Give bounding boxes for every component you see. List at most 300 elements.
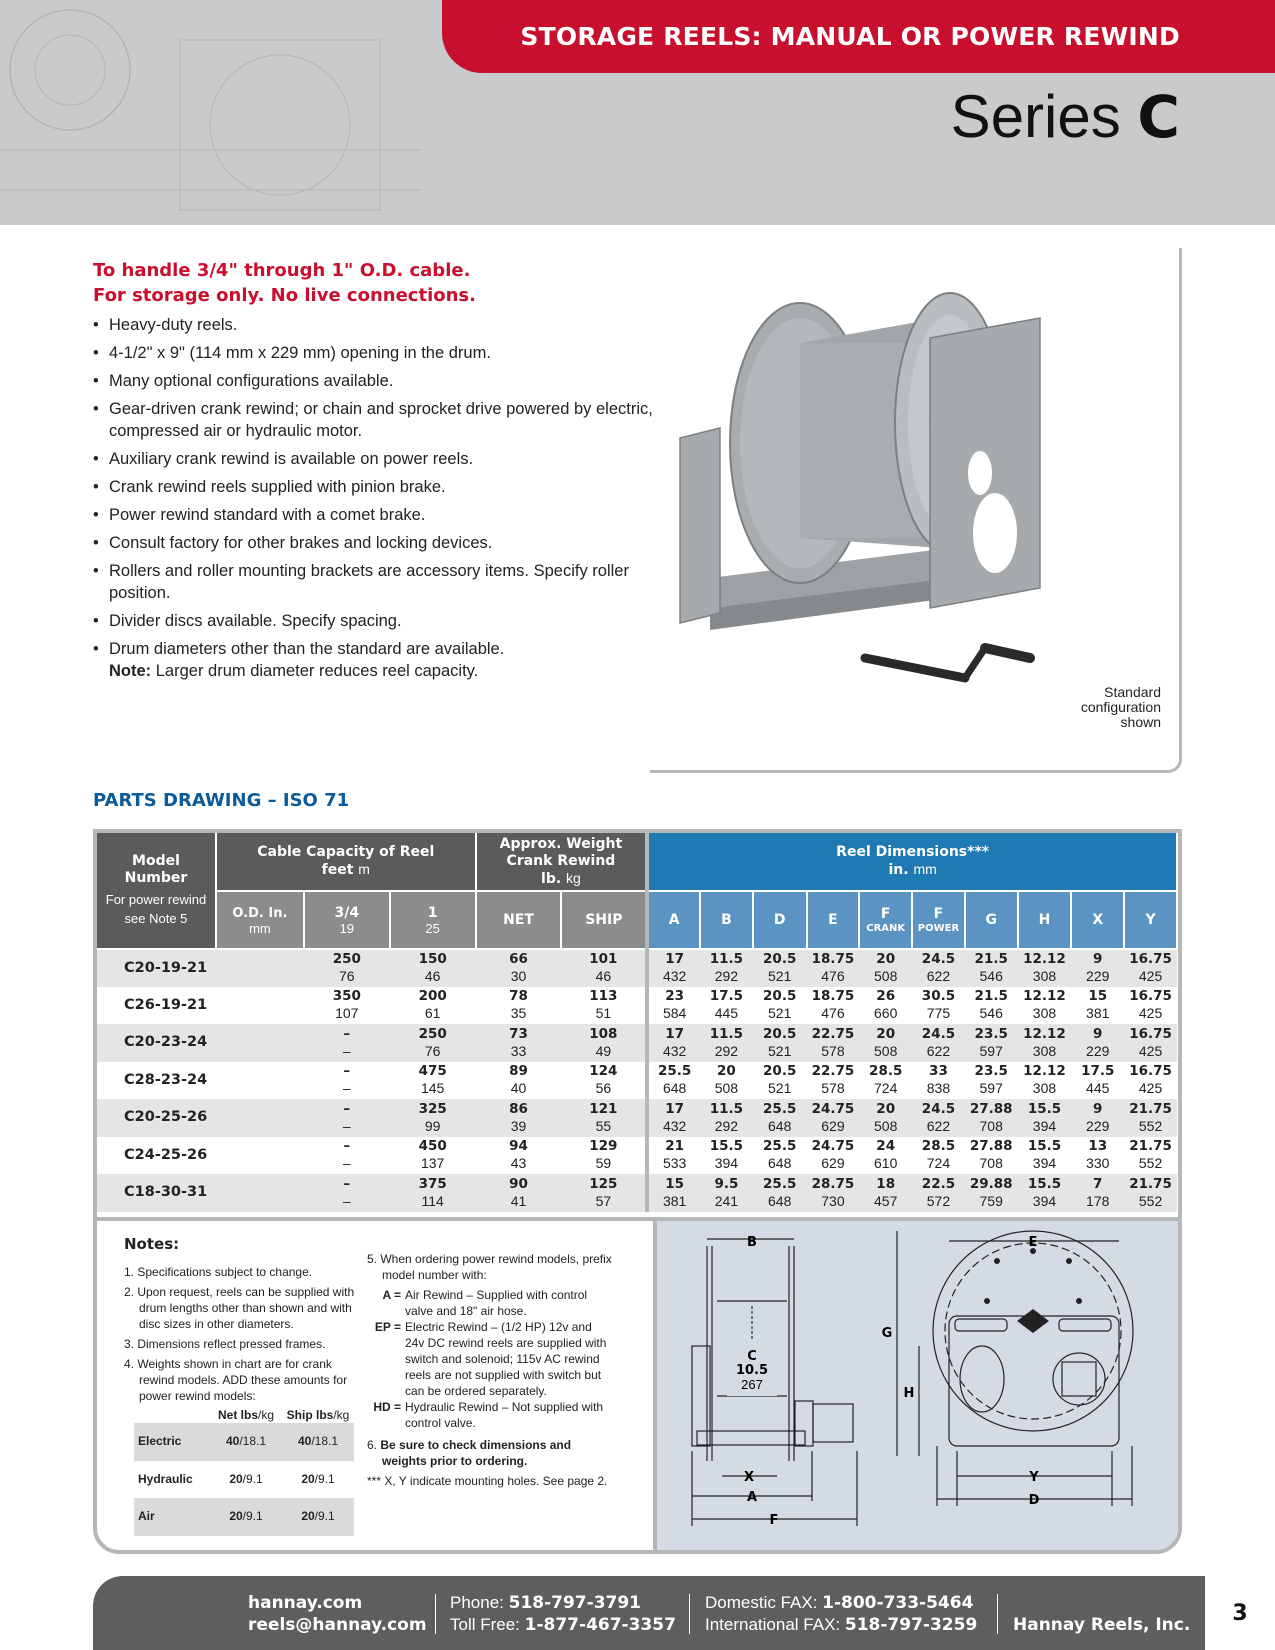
value-in: 20 <box>876 951 896 968</box>
product-photo-frame <box>650 248 1182 773</box>
header-text: 3/4 <box>334 904 360 921</box>
cell-cap1 <box>390 1137 476 1175</box>
photo-caption <box>1081 685 1161 730</box>
value-metric: 476 <box>821 968 845 985</box>
headline-line-1: To handle 3/4" through 1" O.D. cable. <box>93 260 471 281</box>
header-text: Crank Rewind <box>506 852 616 869</box>
value-metric: 381 <box>1086 1005 1110 1022</box>
value-in: – <box>343 1175 351 1192</box>
value-in: 15.5 <box>1027 1138 1062 1155</box>
value-metric: 622 <box>926 1042 951 1059</box>
value-in: 21.5 <box>974 988 1008 1005</box>
value-in: 121 <box>589 1100 618 1117</box>
value-metric: 76 <box>339 968 355 985</box>
value-in: 12.12 <box>1023 951 1066 968</box>
note-item: 3. Dimensions reflect pressed frames. <box>124 1337 326 1351</box>
cell-g <box>965 987 1018 1025</box>
value-in: 16.75 <box>1129 1025 1172 1042</box>
value-metric: 572 <box>926 1192 951 1209</box>
header-subtext <box>97 890 215 928</box>
value-bold: 40 <box>225 1434 240 1449</box>
dim-label-h: H <box>903 1386 915 1401</box>
cell-y <box>1124 1062 1177 1100</box>
cell-fc <box>859 1174 912 1212</box>
model-number-header <box>97 833 216 949</box>
cell-a <box>647 1174 700 1212</box>
cell-a <box>647 1062 700 1100</box>
prefix-key: EP = <box>374 1320 401 1334</box>
value-in: 25.5 <box>763 1138 797 1155</box>
value-in: 25.5 <box>763 1100 797 1117</box>
cell-net <box>476 1024 562 1062</box>
value-in: 9 <box>1093 1100 1103 1117</box>
cell-y <box>1124 1024 1177 1062</box>
model-number: C24-25-26 <box>124 1146 208 1163</box>
value-in: 15.5 <box>1027 1175 1062 1192</box>
cell-x <box>1071 1137 1124 1175</box>
value-in: 86 <box>509 1100 528 1117</box>
cell-ship <box>561 1062 647 1100</box>
value-metric: 292 <box>714 1042 739 1059</box>
value-metric: 552 <box>1138 1192 1163 1209</box>
header-unit: m <box>358 861 370 877</box>
cell-g <box>965 1062 1018 1100</box>
value-metric: 59 <box>595 1155 612 1172</box>
value-in: 16.75 <box>1129 988 1172 1005</box>
value-in: 9.5 <box>714 1175 739 1192</box>
note-item: 4. Weights shown in chart are for crank rewind models. ADD these amounts for power rewind models: <box>124 1357 348 1403</box>
table-row <box>97 1174 1177 1212</box>
cell-g <box>965 1099 1018 1137</box>
note-item <box>367 1437 612 1469</box>
cell-b <box>700 1137 753 1175</box>
value-in: 30.5 <box>921 988 956 1005</box>
dim-x-header: X <box>1071 891 1124 949</box>
cell-y <box>1124 1137 1177 1175</box>
value-metric: 229 <box>1086 968 1110 985</box>
weight-net-header <box>210 1408 282 1423</box>
header-banner <box>442 0 1275 73</box>
value-metric: 508 <box>874 1117 898 1134</box>
cell-e <box>807 1174 860 1212</box>
value-metric: 533 <box>662 1155 687 1172</box>
prefix-value: Electric Rewind – (1/2 HP) 12v and 24v DC rewind reels are supplied with switch and solenoid; 115v AC rewind reels are not supplied with switch but can be ordered separately. <box>405 1320 607 1398</box>
ifax-number: 518-797-3259 <box>844 1615 978 1635</box>
value-metric: 730 <box>821 1192 845 1209</box>
footer-web <box>248 1592 427 1636</box>
cell-h <box>1018 1174 1072 1212</box>
page-number: 3 <box>1205 1576 1275 1650</box>
cell-ship <box>561 987 647 1025</box>
value-in: 28.75 <box>811 1175 855 1192</box>
cell-ship <box>561 1174 647 1212</box>
value-metric: 648 <box>662 1080 687 1097</box>
cell-cap1 <box>390 1062 476 1100</box>
note-number: 6. <box>367 1438 378 1452</box>
value-metric: 137 <box>420 1155 445 1172</box>
value-metric: 724 <box>926 1155 951 1172</box>
value-in: 12.12 <box>1023 1063 1066 1080</box>
value-metric: 629 <box>821 1117 845 1134</box>
value-metric: 622 <box>926 1117 951 1134</box>
cell-ship <box>561 1099 647 1137</box>
dfax-label: Domestic FAX: <box>705 1593 823 1612</box>
value-metric: 35 <box>510 1005 527 1022</box>
value-in: – <box>343 1025 351 1042</box>
cell-y <box>1124 1174 1177 1212</box>
cell-b <box>700 1099 753 1137</box>
value-metric: 292 <box>714 968 739 985</box>
value-metric: – <box>342 1080 351 1097</box>
net-header: NET <box>476 891 562 949</box>
value-metric: 99 <box>424 1117 441 1134</box>
cell-b <box>700 987 753 1025</box>
prefix-definitions <box>369 1287 612 1431</box>
value-metric: 724 <box>874 1080 898 1097</box>
value-metric: 457 <box>874 1192 898 1209</box>
value-metric: 546 <box>979 1005 1003 1022</box>
header-text: feet <box>321 862 354 878</box>
value-metric: 49 <box>595 1042 612 1059</box>
cell-fp <box>912 1174 965 1212</box>
footer-divider <box>997 1594 998 1634</box>
cell-d <box>753 949 807 987</box>
value-metric: 508 <box>714 1080 739 1097</box>
value-in: 124 <box>589 1063 618 1080</box>
value-metric: 508 <box>874 1042 898 1059</box>
value-metric: 610 <box>874 1155 898 1172</box>
value-in: 17.5 <box>709 988 744 1005</box>
value-in: – <box>343 1138 351 1155</box>
value-in: 28.5 <box>869 1063 903 1080</box>
weight-ship-value <box>282 1461 354 1499</box>
value-bold: 20 <box>301 1509 315 1524</box>
cell-a <box>647 949 700 987</box>
header-unit: mm <box>913 861 937 877</box>
value-kg: /18.1 <box>239 1434 267 1449</box>
value-metric: 425 <box>1138 1005 1163 1022</box>
value-in: 15.5 <box>1027 1100 1062 1117</box>
cell-g <box>965 949 1018 987</box>
value-in: 90 <box>509 1175 528 1192</box>
value-in: 20 <box>876 1025 896 1042</box>
footer-fax <box>705 1592 977 1636</box>
value-metric: 432 <box>662 1042 687 1059</box>
cell-ship <box>561 949 647 987</box>
value-in: 18.75 <box>811 988 855 1005</box>
cell-fp <box>912 1099 965 1137</box>
note-text: Larger drum diameter reduces reel capacity. <box>151 662 479 680</box>
value-metric: 432 <box>662 1117 687 1134</box>
value-metric: 229 <box>1086 1117 1110 1134</box>
cell-cap34 <box>304 1062 390 1100</box>
dim-b-header: B <box>700 891 753 949</box>
value-in: 15.5 <box>709 1138 744 1155</box>
weight-ship-value <box>282 1498 354 1536</box>
dim-label-y: Y <box>1029 1470 1039 1485</box>
value-in: 9 <box>1093 1025 1103 1042</box>
value-metric: 445 <box>1086 1080 1110 1097</box>
value-metric: 521 <box>768 1080 792 1097</box>
dim-f-crank-header <box>859 891 912 949</box>
value-kg: /9.1 <box>314 1509 335 1524</box>
cell-fc <box>859 987 912 1025</box>
phone-number[interactable]: 518-797-3791 <box>508 1593 642 1613</box>
weight-row <box>134 1461 354 1499</box>
cell-y <box>1124 1099 1177 1137</box>
cell-net <box>476 1174 562 1212</box>
value-bold: 20 <box>229 1509 243 1524</box>
header-subtext: POWER <box>917 923 960 934</box>
value-in: 7 <box>1093 1175 1103 1192</box>
headline-line-2: For storage only. No live connections. <box>93 285 476 306</box>
cell-x <box>1071 1024 1124 1062</box>
cell-d <box>753 1024 807 1062</box>
dim-label-c-in: 10.5 <box>735 1363 769 1378</box>
table-row <box>97 1137 1177 1175</box>
header-unit: 19 <box>339 920 355 936</box>
capacity-34-header <box>304 891 390 949</box>
value-metric: 41 <box>510 1192 527 1209</box>
value-metric: 476 <box>821 1005 845 1022</box>
value-metric: 394 <box>1032 1117 1057 1134</box>
value-metric: 107 <box>335 1005 359 1022</box>
value-in: 20.5 <box>763 988 797 1005</box>
header-text: Model <box>132 853 180 869</box>
value-in: 20.5 <box>763 1063 797 1080</box>
feature-list <box>93 314 653 682</box>
value-in: 20.5 <box>763 951 797 968</box>
value-in: 24.5 <box>921 1025 956 1042</box>
value-in: 16.75 <box>1129 1063 1172 1080</box>
cell-g <box>965 1137 1018 1175</box>
header-unit: /kg <box>258 1408 275 1422</box>
cell-cap1 <box>390 949 476 987</box>
value-in: 24.75 <box>811 1100 855 1117</box>
cell-y <box>1124 987 1177 1025</box>
value-metric: 308 <box>1032 1042 1057 1059</box>
series-letter: C <box>1137 83 1180 151</box>
header-text: Number <box>124 870 188 886</box>
cell-x <box>1071 949 1124 987</box>
cell-fp <box>912 1062 965 1100</box>
value-metric: 394 <box>1032 1155 1057 1172</box>
cell-e <box>807 1137 860 1175</box>
header-text: Cable Capacity of Reel <box>257 844 435 860</box>
cell-cap34 <box>304 1137 390 1175</box>
value-metric: 838 <box>926 1080 951 1097</box>
value-in: 21 <box>665 1138 685 1155</box>
dim-d-header: D <box>753 891 807 949</box>
table-row <box>97 1099 1177 1137</box>
value-kg: /9.1 <box>242 1471 263 1486</box>
value-in: 11.5 <box>709 1025 744 1042</box>
dim-h-header: H <box>1018 891 1072 949</box>
value-metric: 425 <box>1138 1080 1163 1097</box>
value-in: 24.5 <box>921 951 956 968</box>
value-in: 15 <box>1088 988 1108 1005</box>
value-metric: 46 <box>424 968 441 985</box>
tollfree-label: Toll Free: <box>450 1615 525 1634</box>
cell-cap34 <box>304 987 390 1025</box>
table-row <box>97 987 1177 1025</box>
tollfree-number[interactable]: 1-877-467-3357 <box>524 1615 676 1635</box>
value-metric: 394 <box>714 1155 739 1172</box>
dim-e-header: E <box>807 891 860 949</box>
value-metric: 648 <box>768 1117 792 1134</box>
model-number: C26-19-21 <box>124 996 208 1013</box>
parts-drawing-title: PARTS DRAWING – ISO 71 <box>93 790 350 811</box>
value-in: 17 <box>665 1025 685 1042</box>
dim-label-g: G <box>881 1326 893 1341</box>
prefix-key: HD = <box>373 1400 401 1414</box>
value-in: 20 <box>717 1063 736 1080</box>
spec-table <box>97 833 1178 1212</box>
header-unit: mm <box>249 920 271 936</box>
note-item: 5. When ordering power rewind models, prefix model number with: <box>367 1252 612 1282</box>
value-metric: 584 <box>662 1005 687 1022</box>
cell-y <box>1124 949 1177 987</box>
cell-h <box>1018 987 1072 1025</box>
value-in: 350 <box>332 988 361 1005</box>
dim-label-c-mm: 267 <box>741 1377 763 1392</box>
footer-divider <box>689 1594 690 1634</box>
value-metric: 308 <box>1032 1080 1057 1097</box>
dim-y-header: Y <box>1124 891 1177 949</box>
cell-cap34 <box>304 1099 390 1137</box>
capacity-1-header <box>390 891 476 949</box>
value-in: 22.75 <box>811 1025 855 1042</box>
header-subtext-line: For power rewind <box>105 892 207 907</box>
value-metric: 521 <box>768 1042 792 1059</box>
value-metric: 57 <box>595 1192 612 1209</box>
value-in: 101 <box>589 951 618 968</box>
feature-item: • Auxiliary crank rewind is available on power reels. <box>93 448 653 470</box>
value-in: 20 <box>876 1100 896 1117</box>
prefix-key: A = <box>382 1288 401 1302</box>
cell-cap1 <box>390 1174 476 1212</box>
value-metric: 39 <box>510 1117 527 1134</box>
prefix-def <box>369 1319 612 1399</box>
value-metric: 40 <box>510 1080 527 1097</box>
value-metric: 61 <box>424 1005 441 1022</box>
value-in: 18 <box>876 1175 896 1192</box>
value-metric: 552 <box>1138 1155 1163 1172</box>
value-in: 25.5 <box>658 1063 692 1080</box>
cell-h <box>1018 1137 1072 1175</box>
series-word: Series <box>950 83 1121 150</box>
value-metric: 76 <box>424 1042 441 1059</box>
cell-b <box>700 1062 753 1100</box>
cell-x <box>1071 987 1124 1025</box>
cell-net <box>476 1099 562 1137</box>
cell-d <box>753 1062 807 1100</box>
value-in: 21.5 <box>974 951 1008 968</box>
value-in: 94 <box>509 1138 528 1155</box>
value-bold: 20 <box>301 1471 315 1486</box>
value-in: 113 <box>589 988 618 1005</box>
cell-a <box>647 1099 700 1137</box>
model-number: C18-30-31 <box>97 1174 304 1212</box>
header-text: in. <box>888 862 909 878</box>
cable-capacity-header <box>216 833 476 891</box>
model-number: C20-23-24 <box>97 1024 304 1062</box>
dim-label-e: E <box>1028 1235 1038 1250</box>
reel-illustration <box>650 248 1170 718</box>
banner-title: STORAGE REELS: MANUAL OR POWER REWIND <box>520 22 1180 51</box>
value-metric: 759 <box>979 1192 1003 1209</box>
table-row <box>97 949 1177 987</box>
value-in: 21.75 <box>1129 1100 1172 1117</box>
parts-drawing-panel <box>653 1221 1182 1554</box>
value-in: 73 <box>509 1025 528 1042</box>
dim-label-b: B <box>747 1235 757 1250</box>
header-unit: 25 <box>425 920 440 936</box>
feature-item: • Rollers and roller mounting brackets are accessory items. Specify roller position. <box>93 560 653 604</box>
cell-fp <box>912 1024 965 1062</box>
value-metric: 521 <box>768 1005 792 1022</box>
cell-ship <box>561 1024 647 1062</box>
series-title <box>951 82 1180 151</box>
value-metric: 43 <box>510 1155 527 1172</box>
table-row <box>97 1062 1177 1100</box>
cell-a <box>647 987 700 1025</box>
value-in: 25.5 <box>763 1175 797 1192</box>
value-metric: 33 <box>510 1042 527 1059</box>
cell-fp <box>912 949 965 987</box>
dim-label-c: C <box>747 1349 757 1364</box>
value-in: 27.88 <box>969 1100 1013 1117</box>
weight-net-value <box>210 1423 282 1461</box>
value-in: 78 <box>509 988 528 1005</box>
value-bold: 20 <box>229 1471 243 1486</box>
value-metric: 425 <box>1138 1042 1163 1059</box>
value-in: 200 <box>418 988 447 1005</box>
weight-ship-header <box>282 1408 354 1423</box>
email-link[interactable]: reels@hannay.com <box>248 1615 427 1635</box>
feature-item: • 4-1/2" x 9" (114 mm x 229 mm) opening in the drum. <box>93 342 653 364</box>
cell-fc <box>859 1062 912 1100</box>
value-in: 27.88 <box>969 1138 1013 1155</box>
cell-net <box>476 1137 562 1175</box>
header-text: Net lbs <box>217 1408 258 1422</box>
value-in: 22.5 <box>921 1175 956 1192</box>
headline <box>93 258 653 308</box>
value-metric: 308 <box>1032 968 1057 985</box>
value-in: 24 <box>876 1138 896 1155</box>
website-link[interactable]: hannay.com <box>248 1593 363 1613</box>
value-in: 17.5 <box>1081 1063 1115 1080</box>
value-in: 24.75 <box>811 1138 855 1155</box>
od-header <box>216 891 304 949</box>
reel-dimensions-header <box>647 833 1177 891</box>
phone-label: Phone: <box>450 1593 509 1612</box>
value-in: 24.5 <box>921 1100 956 1117</box>
value-metric: – <box>342 1155 351 1172</box>
header-text: O.D. In. <box>232 905 288 921</box>
value-in: – <box>343 1100 351 1117</box>
footer-company <box>1013 1614 1190 1636</box>
weight-table-corner <box>134 1408 210 1423</box>
value-metric: 597 <box>979 1080 1003 1097</box>
value-in: 11.5 <box>709 1100 744 1117</box>
value-in: 16.75 <box>1129 951 1172 968</box>
dim-label-f: F <box>769 1513 779 1528</box>
header-subtext: CRANK <box>866 923 906 934</box>
model-number: C28-23-24 <box>124 1071 208 1088</box>
company-name: Hannay Reels, Inc. <box>1013 1615 1191 1635</box>
value-in: 250 <box>332 951 361 968</box>
